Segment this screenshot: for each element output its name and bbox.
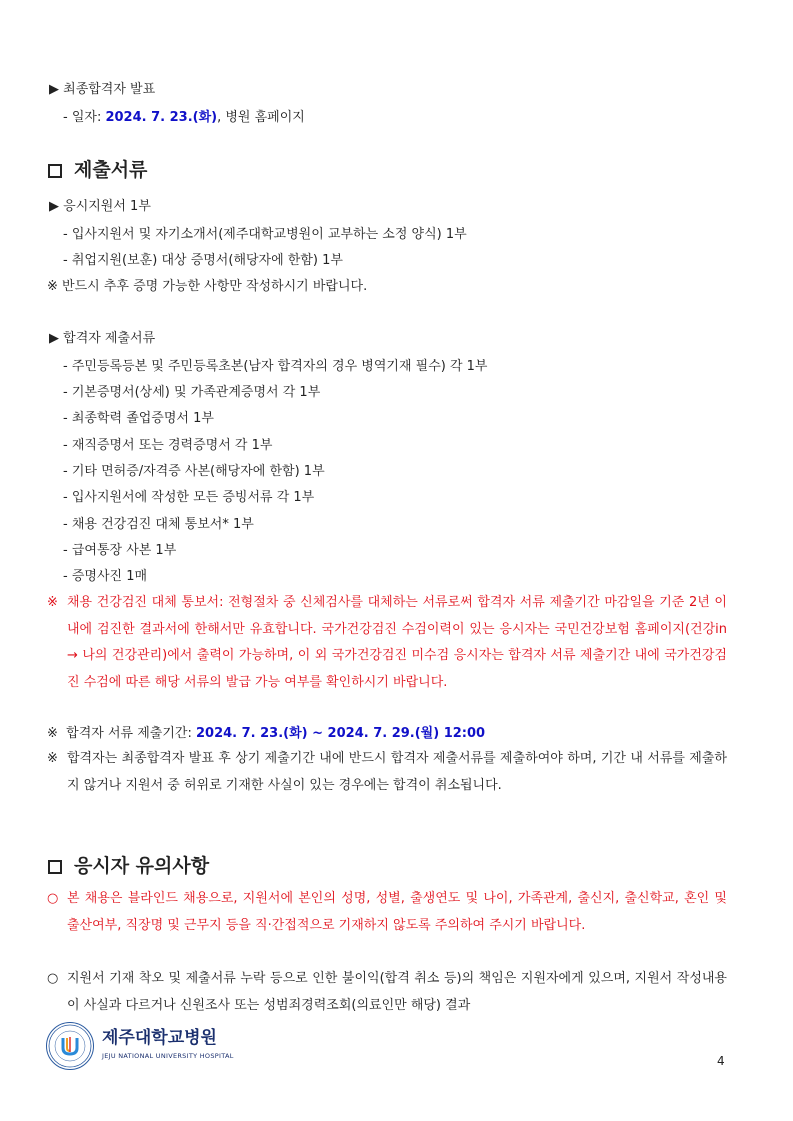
announcement-date: 2024. 7. 23.(화) [105, 110, 218, 125]
section-notes-title: 응시자 유의사항 [48, 854, 209, 878]
page-number: 4 [717, 1054, 725, 1068]
notes-item-text: 본 채용은 블라인드 채용으로, 지원서에 본인의 성명, 성별, 출생연도 및 나이, 가족관계, 출신지, 출신학교, 혼인 및 출산여부, 직장명 및 근무지 등을 직·간접적으로 기재하지 않도록 주의하여 주시기 바랍니다. [67, 891, 727, 933]
passer-item: - 재직증명서 또는 경력증명서 각 1부 [63, 438, 273, 453]
application-item: - 취업지원(보훈) 대상 증명서(해당자에 한함) 1부 [63, 253, 343, 268]
notes-item-text: 지원서 기재 착오 및 제출서류 누락 등으로 인한 불이익(합격 취소 등)의 책임은 지원자에게 있으며, 지원서 작성내용이 사실과 다르거나 신원조사 또는 성범죄경력조회(의료인만 해당) 결과 [67, 971, 727, 1013]
note-mark: ※ [47, 726, 58, 741]
passer-heading: ▶ 합격자 제출서류 [49, 331, 156, 346]
checkbox-square-icon [48, 860, 62, 874]
checkbox-square-icon [48, 164, 62, 178]
passer-item: - 입사지원서에 작성한 모든 증빙서류 각 1부 [63, 490, 315, 505]
date-prefix: - 일자: [63, 110, 106, 125]
logo-name-ko: 제주대학교병원 [102, 1028, 217, 1048]
passer-item: - 최종학력 졸업증명서 1부 [63, 411, 214, 426]
note-mark: ※ [47, 751, 58, 766]
deadline-value: 2024. 7. 23.(화) ~ 2024. 7. 29.(월) 12:00 [195, 726, 486, 741]
application-item: - 입사지원서 및 자기소개서(제주대학교병원이 교부하는 소정 양식) 1부 [63, 227, 467, 242]
hospital-logo [46, 1022, 234, 1070]
circle-bullet-icon: ○ [47, 891, 59, 906]
submit-note [47, 746, 727, 799]
submit-note-text: 합격자는 최종합격자 발표 후 상기 제출기간 내에 반드시 합격자 제출서류를 제출하여야 하며, 기간 내 서류를 제출하지 않거나 지원서 중 허위로 기재한 사실이 있는 경우에는 합격이 취소됩니다. [67, 751, 727, 793]
logo-name-en: JEJU NATIONAL UNIVERSITY HOSPITAL [102, 1052, 234, 1060]
deadline-label: 합격자 서류 제출기간: [66, 726, 196, 741]
section-documents-title: 제출서류 [48, 158, 147, 182]
circle-bullet-icon: ○ [47, 971, 59, 986]
announcement-heading: ▶ 최종합격자 발표 [49, 82, 156, 97]
application-note: ※ 반드시 추후 증명 가능한 사항만 작성하시기 바랍니다. [47, 279, 368, 294]
application-heading: ▶ 응시지원서 1부 [49, 199, 151, 214]
notes-item-responsibility [47, 966, 727, 1019]
hospital-seal-icon [46, 1022, 94, 1070]
passer-item: - 기타 면허증/자격증 사본(해당자에 한함) 1부 [63, 464, 325, 479]
date-suffix: , 병원 홈페이지 [217, 110, 305, 125]
note-mark: ※ [47, 595, 58, 610]
passer-item: - 기본증명서(상세) 및 가족관계증명서 각 1부 [63, 385, 321, 400]
passer-item: - 채용 건강검진 대체 통보서* 1부 [63, 517, 254, 532]
passer-item: - 증명사진 1매 [63, 569, 148, 584]
health-check-note-text: 채용 건강검진 대체 통보서: 전형절차 중 신체검사를 대체하는 서류로써 합격자 서류 제출기간 마감일을 기준 2년 이내에 검진한 결과서에 한해서만 유효합니다. 국가건강검진 수검이력이 있는 응시자는 국민건강보험 홈페이지(건강in → 나의 건강관리)에서 출력이 가능하며, 이 외 국가건강검진 미수검 응시자는 합격자 서류 제출기간 내에 국가건강검진 수검에 따른 해당 서류의 발급 가능 여부를 확인하시기 바랍니다. [67, 595, 727, 690]
deadline-note [47, 725, 485, 743]
announcement-date-line [63, 109, 305, 127]
passer-item: - 주민등록등본 및 주민등록초본(남자 합격자의 경우 병역기재 필수) 각 1부 [63, 359, 488, 374]
passer-item: - 급여통장 사본 1부 [63, 543, 177, 558]
notes-item-blind [47, 886, 727, 939]
health-check-note [47, 590, 727, 696]
